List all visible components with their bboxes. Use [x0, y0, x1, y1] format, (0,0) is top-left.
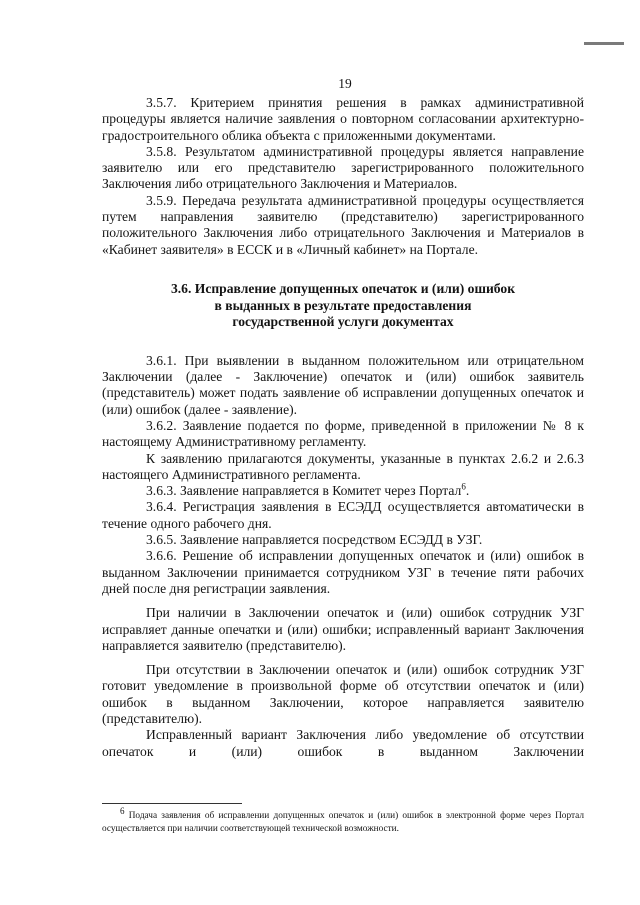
paragraph-3-6-3	[102, 483, 584, 499]
footnote-body: Подача заявления об исправлении допущенных опечаток и (или) ошибок в электронной форме через Портал осуществляется при наличии соответствующей технической возможности.	[102, 811, 584, 834]
footnote-marker: 6	[120, 805, 125, 816]
section-heading-3-6	[102, 281, 584, 331]
paragraph-3-6-6-errors-found: При наличии в Заключении опечаток и (или) ошибок сотрудник УЗГ исправляет данные опечатки и (или) ошибки; исправленный вариант Заключения направляется заявителю (представителю).	[102, 605, 584, 653]
heading-line: 3.6. Исправление допущенных опечаток и (или) ошибок	[170, 280, 516, 296]
heading-line: в выданных в результате предоставления	[214, 297, 472, 313]
footnote-6	[102, 805, 584, 835]
paragraph-3-6-6-no-errors: При отсутствии в Заключении опечаток и (или) ошибок сотрудник УЗГ готовит уведомление в произвольной форме об отсутствии опечаток и (или) ошибок в выданном Заключении, которое направляется заявителю (представителю).	[102, 662, 584, 726]
paragraph-3-5-9: 3.5.9. Передача результата административной процедуры осуществляется путем направления заявителю (представителю) зарегистрированного положительного Заключения либо отрицательного Заключения и Материалов в «Кабинет заявителя» в ЕССК и в «Личный кабинет» на Портале.	[102, 192, 584, 257]
scan-edge-mark	[584, 42, 624, 45]
paragraph-3-6-5: 3.6.5. Заявление направляется посредством ЕСЭДД в УЗГ.	[146, 532, 483, 548]
document-body	[102, 95, 584, 760]
paragraph-3-6-3-end: .	[465, 483, 470, 499]
paragraph-3-6-4: 3.6.4. Регистрация заявления в ЕСЭДД осуществляется автоматически в течение одного рабочего дня.	[102, 499, 584, 531]
paragraph-3-5-7: 3.5.7. Критерием принятия решения в рамках административной процедуры является наличие заявления о повторном согласовании архитектурно-градостроительного облика объекта с приложенными документами.	[102, 95, 584, 143]
page-number: 19	[338, 76, 352, 91]
paragraph-3-6-3-text: 3.6.3. Заявление направляется в Комитет через Портал	[146, 483, 462, 499]
paragraph-3-6-1: 3.6.1. При выявлении в выданном положительном или отрицательном Заключении (далее - Заключение) опечаток и (или) ошибок заявитель (представитель) может подать заявление об исправлении допущенных опечаток и (или) ошибок (далее - заявление).	[102, 352, 584, 417]
paragraph-3-6-6: 3.6.6. Решение об исправлении допущенных опечаток и (или) ошибок в выданном Заключении принимается сотрудником УЗГ в течение пяти рабочих дней после дня регистрации заявления.	[102, 548, 584, 596]
heading-line: государственной услуги документах	[232, 314, 454, 330]
paragraph-3-5-8: 3.5.8. Результатом административной процедуры является направление заявителю или его представителю зарегистрированного положительного Заключения либо отрицательного Заключения и Материалов.	[102, 143, 584, 192]
footnote-reference: 6	[461, 481, 466, 492]
paragraph-3-6-2: 3.6.2. Заявление подается по форме, приведенной в приложении № 8 к настоящему Административному регламенту.	[102, 417, 584, 450]
paragraph-3-6-6-result: Исправленный вариант Заключения либо уведомление об отсутствии опечаток и (или) ошибок в выданном Заключении	[102, 727, 584, 759]
paragraph-3-6-2-attachments: К заявлению прилагаются документы, указанные в пунктах 2.6.2 и 2.6.3 настоящего Административного регламента.	[102, 450, 584, 482]
footnote-text	[102, 805, 584, 835]
footnote-separator	[102, 803, 242, 804]
